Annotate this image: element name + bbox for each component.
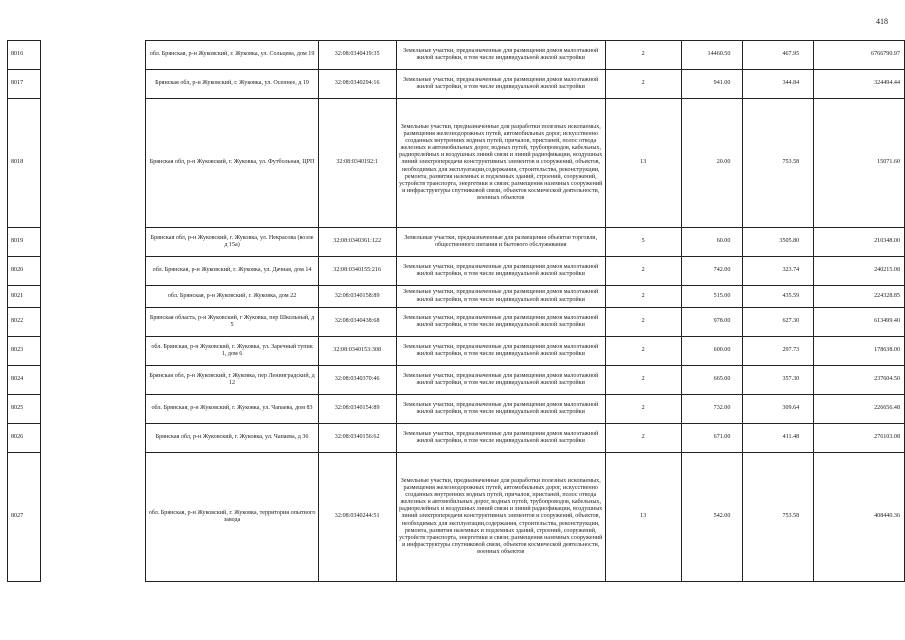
- cadastral-number-cell: 32:08:0340155:216: [318, 257, 396, 286]
- specific-value-cell: 344.84: [743, 70, 814, 99]
- cadastral-cost-cell: 276103.08: [814, 424, 905, 453]
- spacer-cell: [40, 228, 145, 257]
- spacer-cell: [40, 424, 145, 453]
- table-row: [8, 453, 905, 582]
- cadastral-cost-cell: 408440.36: [814, 453, 905, 582]
- cadastral-number-cell: 32:08:0340294:16: [318, 70, 396, 99]
- spacer-cell: [40, 286, 145, 308]
- specific-value-cell: 357.30: [743, 366, 814, 395]
- cadastral-number-cell: 32:08:0340153:308: [318, 337, 396, 366]
- address-cell: Брянская обл, р-н Жуковский, г. Жуковка, ул. Осеннее, д 19: [146, 70, 318, 99]
- land-use-purpose-cell: Земельные участки, предназначенные для размещения домов малоэтажной жилой застройки, в том числе индивидуальной жилой застройки: [396, 70, 605, 99]
- group-code-cell: 2: [605, 424, 681, 453]
- cadastral-number-cell: 32:08:0340361:122: [318, 228, 396, 257]
- spacer-cell: [40, 337, 145, 366]
- address-cell: обл. Брянская, р-н Жуковский, г. Жуковка, территория опытного завода: [146, 453, 318, 582]
- group-code-cell: 2: [605, 257, 681, 286]
- specific-value-cell: 753.58: [743, 99, 814, 228]
- land-use-purpose-cell: Земельные участки, предназначенные для разработки полезных ископаемых, размещения железнодорожных путей, автомобильных дорог, искусственно созданных внутренних водных путей, причалов, пристаней, полос отвода железных и автомобильных дорог, водных путей, трубопроводов, кабельных, радиорелейных и воздушных линий связи и линий радиофикации, воздушных линий электропередачи конструктивных элементов и сооружений, объектов, необходимых для эксплуатации,содержания, строительства, реконструкции, ремонта, развития наземных и подземных зданий, строений, сооружений, устройств транспорта, энергетики и связи; размещения наземных сооружений и инфраструктуры спутниковой связи, объектов космической деятельности, военных объектов: [396, 99, 605, 228]
- table-row: [8, 366, 905, 395]
- land-use-purpose-cell: Земельные участки, предназначенные для размещения объектов торговли, общественного питания и бытового обслуживания: [396, 228, 605, 257]
- spacer-cell: [40, 70, 145, 99]
- spacer-cell: [40, 366, 145, 395]
- address-cell: Брянская обл, р-н Жуковский, г Жуковка, пер Ленинградский, д 12: [146, 366, 318, 395]
- land-use-purpose-cell: Земельные участки, предназначенные для разработки полезных ископаемых, размещения железнодорожных путей, автомобильных дорог, искусственно созданных внутренних водных путей, причалов, пристаней, полос отвода железных и автомобильных дорог, водных путей, трубопроводов, кабельных, радиорелейных и воздушных линий связи и линий радиофикации, воздушных линий электропередачи конструктивных элементов и сооружений, объектов, необходимых для эксплуатации,содержания, строительства, реконструкции, ремонта, развития наземных и подземных зданий, строений, сооружений, устройств транспорта, энергетики и связи; размещения наземных сооружений и инфраструктуры спутниковой связи, объектов космической деятельности, военных объектов: [396, 453, 605, 582]
- area-cell: 665.00: [681, 366, 743, 395]
- group-code-cell: 2: [605, 70, 681, 99]
- area-cell: 978.00: [681, 308, 743, 337]
- group-code-cell: 13: [605, 99, 681, 228]
- address-cell: обл. Брянская, р-н Жуковский, г. Жуковка, ул. Заречный тупик 1, дом 6: [146, 337, 318, 366]
- specific-value-cell: 753.58: [743, 453, 814, 582]
- group-code-cell: 2: [605, 366, 681, 395]
- cadastral-number-cell: 32:08:0340156:62: [318, 424, 396, 453]
- specific-value-cell: 297.73: [743, 337, 814, 366]
- cadastral-cost-cell: 224328.85: [814, 286, 905, 308]
- specific-value-cell: 627.30: [743, 308, 814, 337]
- cadastral-cost-cell: 210348.00: [814, 228, 905, 257]
- row-number: 8024: [8, 366, 41, 395]
- address-cell: Брянская обл, р-н Жуковский, г. Жуковка, ул. Чапаева, д 36: [146, 424, 318, 453]
- cadastral-cost-cell: 15071.60: [814, 99, 905, 228]
- row-number: 8019: [8, 228, 41, 257]
- cadastral-number-cell: 32:08:0340370:46: [318, 366, 396, 395]
- row-number: 8017: [8, 70, 41, 99]
- cadastral-number-cell: 32:08:0340438:68: [318, 308, 396, 337]
- area-cell: 542.00: [681, 453, 743, 582]
- area-cell: 20.00: [681, 99, 743, 228]
- table-row: [8, 70, 905, 99]
- land-use-purpose-cell: Земельные участки, предназначенные для размещения домов малоэтажной жилой застройки, в том числе индивидуальной жилой застройки: [396, 424, 605, 453]
- registry-body: [8, 41, 905, 582]
- cadastral-cost-cell: 613499.40: [814, 308, 905, 337]
- address-cell: Брянская обл, р-н Жуковский, г. Жуковка, ул. Футбольная, ЦРП: [146, 99, 318, 228]
- land-use-purpose-cell: Земельные участки, предназначенные для размещения домов малоэтажной жилой застройки, в том числе индивидуальной жилой застройки: [396, 308, 605, 337]
- row-number: 8025: [8, 395, 41, 424]
- area-cell: 60.00: [681, 228, 743, 257]
- address-cell: Брянская область, р-н Жуковский, г Жуковка, пер Школьный, д 5: [146, 308, 318, 337]
- cadastral-number-cell: 32:08:0340244:51: [318, 453, 396, 582]
- specific-value-cell: 3505.80: [743, 228, 814, 257]
- specific-value-cell: 411.48: [743, 424, 814, 453]
- cadastral-number-cell: 32:08:0340158:89: [318, 286, 396, 308]
- cadastral-number-cell: 32:08:0340419:35: [318, 41, 396, 70]
- table-row: [8, 99, 905, 228]
- cadastral-cost-cell: 226656.48: [814, 395, 905, 424]
- cadastral-number-cell: 32:08:0340192:1: [318, 99, 396, 228]
- group-code-cell: 5: [605, 228, 681, 257]
- address-cell: Брянская обл, р-н Жуковский, г. Жуковка, ул. Некрасова (возле д 15а): [146, 228, 318, 257]
- land-use-purpose-cell: Земельные участки, предназначенные для размещения домов малоэтажной жилой застройки, в том числе индивидуальной жилой застройки: [396, 366, 605, 395]
- specific-value-cell: 435.59: [743, 286, 814, 308]
- land-use-purpose-cell: Земельные участки, предназначенные для размещения домов малоэтажной жилой застройки, в том числе индивидуальной жилой застройки: [396, 286, 605, 308]
- row-number: 8021: [8, 286, 41, 308]
- table-row: [8, 395, 905, 424]
- group-code-cell: 13: [605, 453, 681, 582]
- group-code-cell: 2: [605, 286, 681, 308]
- page-number: 418: [876, 17, 888, 26]
- specific-value-cell: 309.64: [743, 395, 814, 424]
- address-cell: обл. Брянская, р-н Жуковский, г. Жуковка, ул. Дачная, дом 14: [146, 257, 318, 286]
- area-cell: 515.00: [681, 286, 743, 308]
- area-cell: 941.00: [681, 70, 743, 99]
- area-cell: 14460.50: [681, 41, 743, 70]
- table-row: [8, 228, 905, 257]
- land-registry-table: [7, 40, 905, 582]
- address-cell: обл. Брянская, р-н Жуковский, г. Жуковка, ул. Сольцева, дом 19: [146, 41, 318, 70]
- cadastral-cost-cell: 6766790.97: [814, 41, 905, 70]
- group-code-cell: 2: [605, 308, 681, 337]
- row-number: 8023: [8, 337, 41, 366]
- table-row: [8, 337, 905, 366]
- row-number: 8026: [8, 424, 41, 453]
- table-row: [8, 424, 905, 453]
- group-code-cell: 2: [605, 337, 681, 366]
- table-row: [8, 257, 905, 286]
- table-row: [8, 308, 905, 337]
- spacer-cell: [40, 257, 145, 286]
- table-row: [8, 41, 905, 70]
- area-cell: 600.00: [681, 337, 743, 366]
- land-use-purpose-cell: Земельные участки, предназначенные для размещения домов малоэтажной жилой застройки, в том числе индивидуальной жилой застройки: [396, 395, 605, 424]
- group-code-cell: 2: [605, 41, 681, 70]
- spacer-cell: [40, 308, 145, 337]
- cadastral-number-cell: 32:08:0340154:89: [318, 395, 396, 424]
- land-use-purpose-cell: Земельные участки, предназначенные для размещения домов малоэтажной жилой застройки, в том числе индивидуальной жилой застройки: [396, 257, 605, 286]
- spacer-cell: [40, 453, 145, 582]
- spacer-cell: [40, 99, 145, 228]
- area-cell: 671.00: [681, 424, 743, 453]
- address-cell: обл. Брянская, р-н Жуковский, г. Жуковка, дом 22: [146, 286, 318, 308]
- table-row: [8, 286, 905, 308]
- cadastral-cost-cell: 237604.50: [814, 366, 905, 395]
- area-cell: 742.00: [681, 257, 743, 286]
- land-use-purpose-cell: Земельные участки, предназначенные для размещения домов малоэтажной жилой застройки, в том числе индивидуальной жилой застройки: [396, 337, 605, 366]
- spacer-cell: [40, 41, 145, 70]
- specific-value-cell: 323.74: [743, 257, 814, 286]
- specific-value-cell: 467.95: [743, 41, 814, 70]
- row-number: 8027: [8, 453, 41, 582]
- cadastral-cost-cell: 324494.44: [814, 70, 905, 99]
- cadastral-cost-cell: 178638.00: [814, 337, 905, 366]
- cadastral-cost-cell: 240215.08: [814, 257, 905, 286]
- row-number: 8020: [8, 257, 41, 286]
- land-use-purpose-cell: Земельные участки, предназначенные для размещения домов малоэтажной жилой застройки, в том числе индивидуальной жилой застройки: [396, 41, 605, 70]
- row-number: 8016: [8, 41, 41, 70]
- area-cell: 732.00: [681, 395, 743, 424]
- spacer-cell: [40, 395, 145, 424]
- address-cell: обл. Брянская, р-н Жуковский, г. Жуковка, ул. Чапаева, дом 83: [146, 395, 318, 424]
- row-number: 8022: [8, 308, 41, 337]
- group-code-cell: 2: [605, 395, 681, 424]
- row-number: 8018: [8, 99, 41, 228]
